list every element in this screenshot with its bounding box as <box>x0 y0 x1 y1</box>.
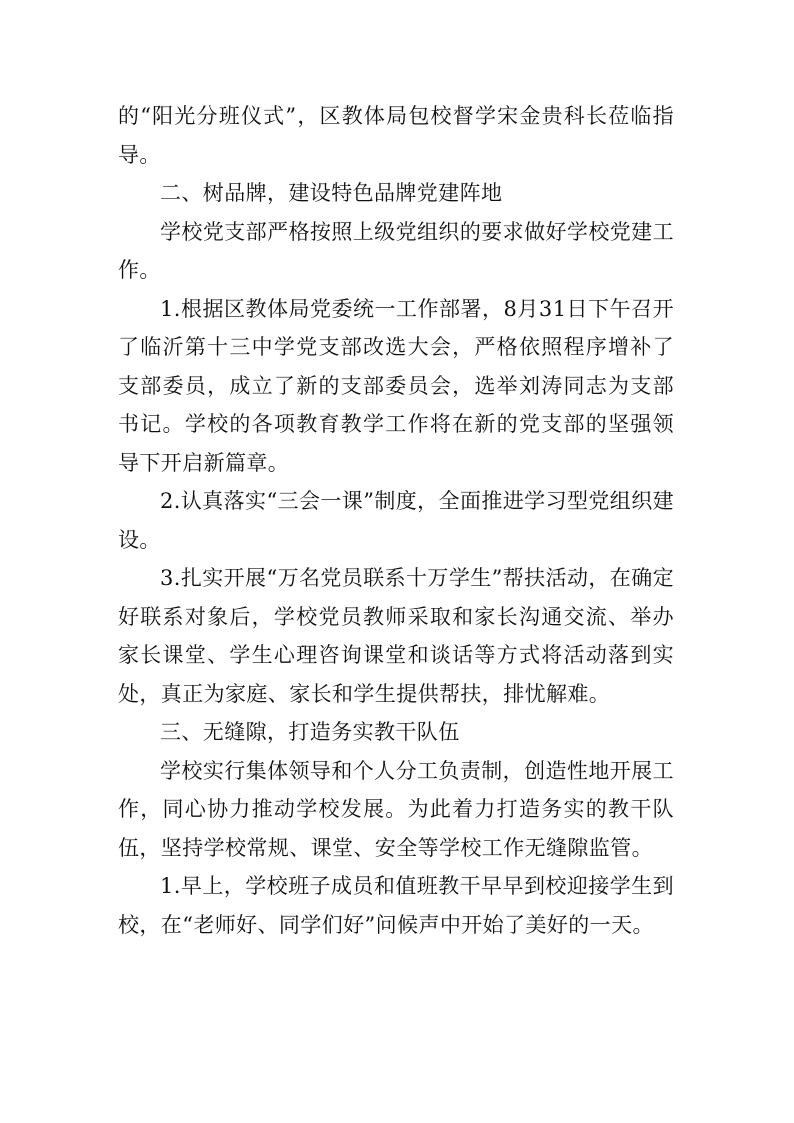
paragraph-item-3: 3.扎实开展“万名党员联系十万学生”帮扶活动，在确定好联系对象后，学校党员教师采取和家长沟通交流、举办家长课堂、学生心理咨询课堂和谈话等方式将活动落到实处，真正为家庭、家长和学生提供帮扶，排忧解难。 <box>118 566 674 706</box>
paragraph-item-1: 1.根据区教体局党委统一工作部署，8月31日下午召开了临沂第十三中学党支部改选大会，严格依照程序增补了支部委员，成立了新的支部委员会，选举刘涛同志为支部书记。学校的各项教育教学工作将在新的党支部的坚强领导下开启新篇章。 <box>118 296 674 475</box>
section-heading-2: 二、树品牌，建设特色品牌党建阵地 <box>160 181 503 205</box>
paragraph-continuation: 的“阳光分班仪式”，区教体局包校督学宋金贵科长莅临指导。 <box>118 104 674 167</box>
section-heading-3: 三、无缝隙，打造务实教干队伍 <box>160 720 460 744</box>
document-body <box>118 97 674 944</box>
paragraph-leadership: 学校实行集体领导和个人分工负责制，创造性地开展工作，同心协力推动学校发展。为此着力打造务实的教干队伍，坚持学校常规、课堂、安全等学校工作无缝隙监管。 <box>118 758 674 860</box>
paragraph-party-branch: 学校党支部严格按照上级党组织的要求做好学校党建工作。 <box>118 219 674 282</box>
paragraph-item-2: 2.认真落实“三会一课”制度，全面推进学习型党组织建设。 <box>118 489 674 552</box>
paragraph-morning-item-1: 1.早上，学校班子成员和值班教干早早到校迎接学生到校，在“老师好、同学们好”问候声中开始了美好的一天。 <box>118 874 674 937</box>
